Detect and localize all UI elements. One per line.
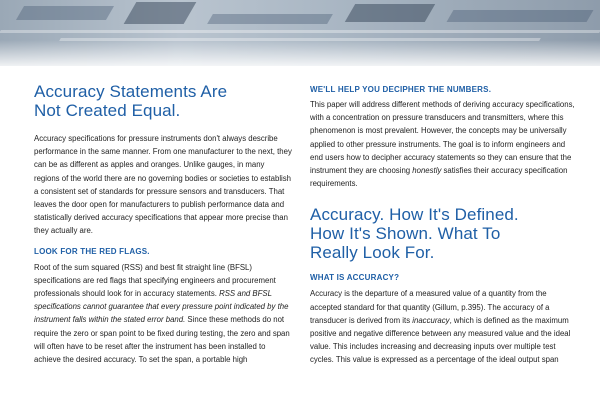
banner-shape: [124, 2, 197, 24]
accuracy-text-cont: , which is defined as the maximum positive and negative difference between any measured value and the ideal value. This includes increasing and decreasing inputs over multiple test cycles. This value is expressed as a percentage of the ideal output span: [310, 315, 571, 365]
red-flags-italic: RSS and BFSL specifications cannot guarantee that every pressure point indicated by the instrument falls within the stated error band.: [34, 289, 289, 325]
accuracy-title-line: How It's Shown. What To: [310, 224, 501, 244]
accuracy-title: [310, 205, 578, 262]
what-is-accuracy-heading: WHAT IS ACCURACY?: [310, 273, 400, 283]
intro-paragraph: Accuracy specifications for pressure instruments don't always describe performance in the same manner. From one manufacturer to the next, they can be as different as apples and oranges. Unlike gauges, in many regions of the world there are no governing bodies or societies to establish a consistent set of standards for pressure sensors and transducers. That leaves the door open for manufacturers to publish performance data and statistically derived accuracy specifications that appear more precise than they actually are.: [34, 134, 292, 236]
accuracy-text: Accuracy is the departure of a measured value of a quantity from the accepted standard for that quantity (Gillum, p.395). The accuracy of a transducer is derived from its: [310, 289, 550, 325]
accuracy-title-line: Accuracy. How It's Defined.: [310, 205, 519, 225]
what-is-accuracy-paragraph: [310, 287, 578, 366]
section-title-line: Accuracy Statements Are: [34, 82, 228, 101]
banner-fade: [0, 40, 600, 66]
decipher-text-cont: satisfies their accuracy specification requirements.: [310, 166, 568, 189]
section-title-line: Not Created Equal.: [34, 101, 181, 120]
decipher-italic: honestly: [412, 166, 442, 176]
decipher-heading: WE'LL HELP YOU DECIPHER THE NUMBERS.: [310, 85, 492, 94]
banner-stripe: [0, 30, 600, 33]
decipher-paragraph: [310, 98, 578, 190]
section-title: [34, 82, 292, 120]
decipher-text: This paper will address different methods of deriving accuracy specifications, with a concentration on pressure transducers and transmitters, where this phenomenon is most prevalent. However, the concepts may be universally applied to other pressure instruments. The goal is to inform engineers and end users how to decipher accuracy statements so they can ensure that the instrument they are choosing: [310, 100, 575, 176]
red-flags-text: Root of the sum squared (RSS) and best fit straight line (BFSL) specifications are red flags that specifying engineers and procurement professionals should look for in accuracy statements.: [34, 262, 276, 299]
banner-shape: [207, 14, 333, 24]
banner-shape: [16, 6, 114, 20]
banner-shape: [447, 10, 594, 22]
header-banner: [0, 0, 600, 66]
red-flags-heading: LOOK FOR THE RED FLAGS.: [34, 246, 150, 256]
right-column: [310, 84, 578, 367]
accuracy-italic: inaccuracy: [412, 315, 450, 325]
banner-shape: [345, 4, 435, 22]
left-column: [34, 82, 292, 366]
red-flags-paragraph: [34, 261, 292, 367]
red-flags-text-cont: Since these methods do not require the zero or span point to be fixed during testing, the zero and span will often have to be reset after the instrument has been installed to achieve the desired accuracy. To set the span, a portable high: [34, 315, 290, 365]
accuracy-title-line: Really Look For.: [310, 243, 435, 263]
